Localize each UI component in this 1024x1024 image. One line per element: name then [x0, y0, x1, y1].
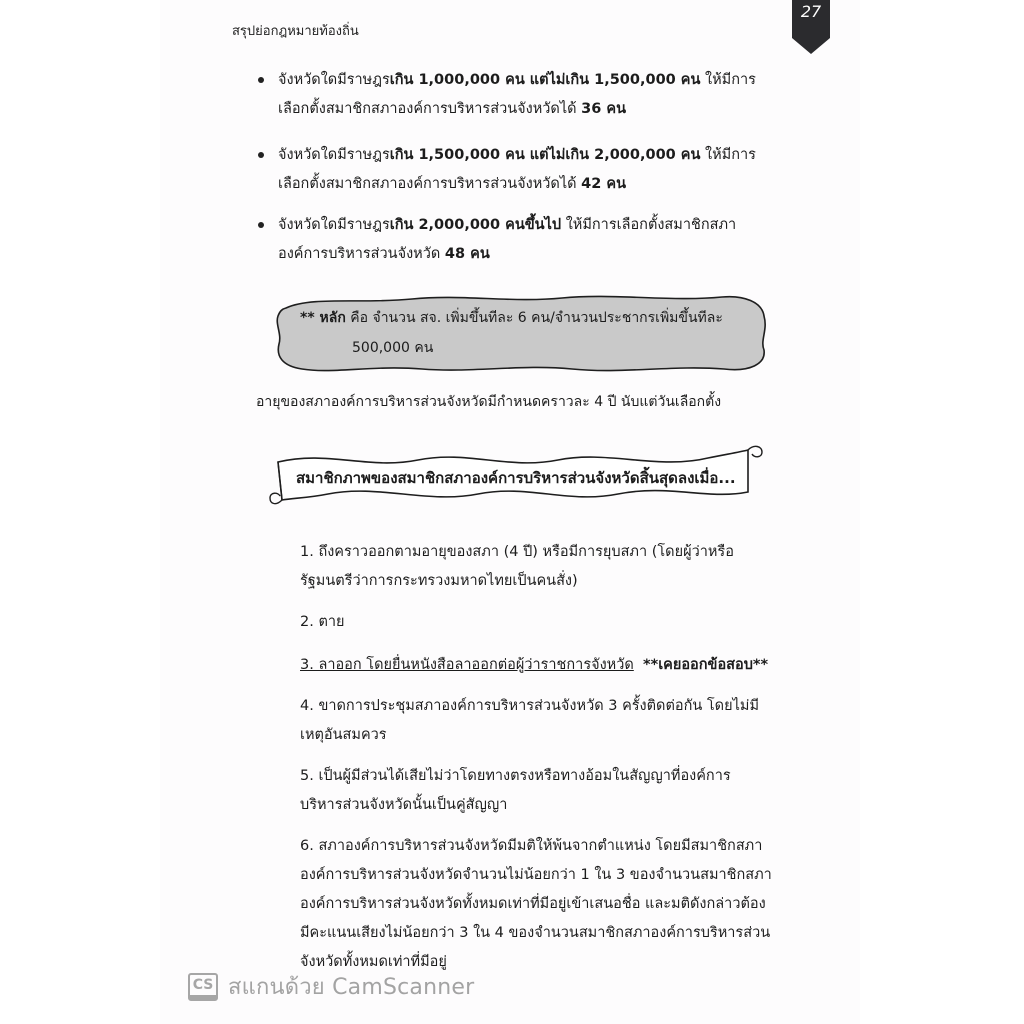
note-text — [300, 303, 760, 363]
list-item — [300, 651, 790, 680]
bullet-dot-icon — [258, 77, 264, 83]
watermark-text: สแกนด้วย CamScanner — [228, 975, 475, 1000]
list-line-underlined: 3. ลาออก โดยยื่นหนังสือลาออกต่อผู้ว่าราชการจังหวัด — [300, 657, 634, 673]
exam-note-badge: **เคยออกข้อสอบ** — [643, 657, 769, 673]
bullet-text: จังหวัดใดมีราษฎร — [278, 147, 390, 163]
bullet-text: ให้มีการ — [700, 147, 756, 163]
running-header-title: สรุปย่อกฎหมายท้องถิ่น — [232, 24, 359, 39]
list-line: 2. ตาย — [300, 614, 345, 630]
bullet-text: ให้มีการเลือกตั้งสมาชิกสภา — [561, 217, 737, 233]
bullet-text: เลือกตั้งสมาชิกสภาองค์การบริหารส่วนจังหวัดได้ — [278, 176, 582, 192]
list-item — [300, 538, 790, 596]
list-line: 1. ถึงคราวออกตามอายุของสภา (4 ปี) หรือมีการยุบสภา (โดยผู้ว่าหรือ — [300, 544, 734, 560]
bullet-item — [278, 211, 798, 269]
list-item — [300, 692, 790, 750]
bullet-text: เลือกตั้งสมาชิกสภาองค์การบริหารส่วนจังหวัดได้ — [278, 101, 582, 117]
note-prefix: ** หลัก — [300, 310, 346, 326]
camscanner-logo-icon: CS — [188, 973, 218, 1001]
list-line: เหตุอันสมควร — [300, 727, 387, 743]
bullet-text: จังหวัดใดมีราษฎร — [278, 217, 390, 233]
list-line: จังหวัดทั้งหมดเท่าที่มีอยู่ — [300, 954, 447, 970]
term-paragraph: อายุของสภาองค์การบริหารส่วนจังหวัดมีกำหนดคราวละ 4 ปี นับแต่วันเลือกตั้ง — [256, 394, 722, 410]
bullet-bold-text: เกิน 1,500,000 คน แต่ไม่เกิน 2,000,000 คน — [389, 147, 701, 163]
bullet-text: ให้มีการ — [700, 72, 756, 88]
list-line: องค์การบริหารส่วนจังหวัดจำนวนไม่น้อยกว่า 1 ใน 3 ของจำนวนสมาชิกสภา — [300, 867, 772, 883]
bullet-text: องค์การบริหารส่วนจังหวัด — [278, 246, 445, 262]
list-line: รัฐมนตรีว่าการกระทรวงมหาดไทยเป็นคนสั่ง) — [300, 573, 578, 589]
list-line: มีคะแนนเสียงไม่น้อยกว่า 3 ใน 4 ของจำนวนสมาชิกสภาองค์การบริหารส่วน — [300, 925, 771, 941]
list-item — [300, 762, 790, 820]
page-number-tab — [792, 0, 830, 52]
bullet-bold-text: เกิน 2,000,000 คนขึ้นไป — [389, 217, 562, 233]
banner-title: สมาชิกภาพของสมาชิกสภาองค์การบริหารส่วนจังหวัดสิ้นสุดลงเมื่อ... — [296, 469, 736, 487]
camscanner-watermark — [188, 969, 474, 1004]
list-line: 5. เป็นผู้มีส่วนได้เสียไม่ว่าโดยทางตรงหรือทางอ้อมในสัญญาที่องค์การ — [300, 768, 731, 784]
note-line: คือ จำนวน สจ. เพิ่มขึ้นทีละ 6 คน/จำนวนประชากรเพิ่มขึ้นทีละ — [345, 310, 723, 326]
bullet-bold-text: เกิน 1,000,000 คน แต่ไม่เกิน 1,500,000 คน — [389, 72, 701, 88]
page-number: 27 — [800, 2, 822, 21]
bullet-item — [278, 66, 798, 124]
bullet-text: จังหวัดใดมีราษฎร — [278, 72, 390, 88]
bullet-dot-icon — [258, 152, 264, 158]
list-line: 6. สภาองค์การบริหารส่วนจังหวัดมีมติให้พ้นจากตำแหน่ง โดยมีสมาชิกสภา — [300, 838, 763, 854]
bullet-item — [278, 141, 798, 199]
list-item — [300, 608, 790, 637]
bullet-dot-icon — [258, 222, 264, 228]
note-line: 500,000 คน — [352, 340, 434, 356]
list-line: บริหารส่วนจังหวัดนั้นเป็นคู่สัญญา — [300, 797, 508, 813]
bullet-count: 36 คน — [581, 101, 626, 117]
bullet-count: 42 คน — [581, 176, 626, 192]
list-item — [300, 832, 790, 977]
list-line: 4. ขาดการประชุมสภาองค์การบริหารส่วนจังหวัด 3 ครั้งติดต่อกัน โดยไม่มี — [300, 698, 760, 714]
bullet-count: 48 คน — [444, 246, 490, 262]
list-line: องค์การบริหารส่วนจังหวัดทั้งหมดเท่าที่มีอยู่เข้าเสนอชื่อ และมติดังกล่าวต้อง — [300, 896, 766, 912]
